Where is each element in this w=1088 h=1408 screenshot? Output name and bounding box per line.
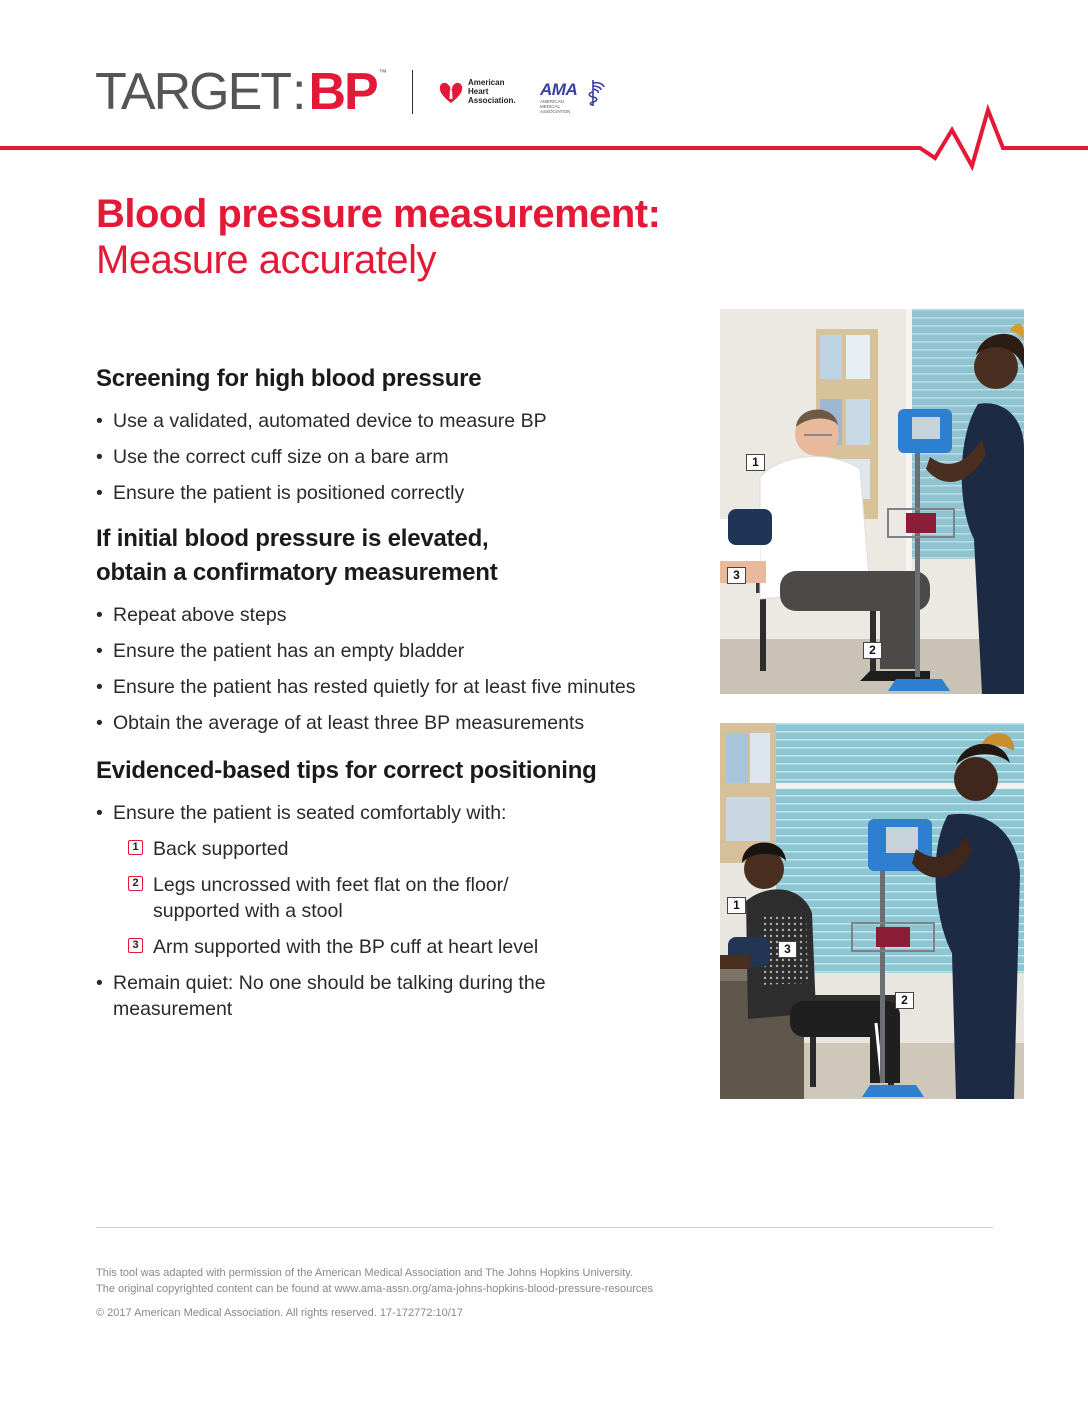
- number-badge: 2: [128, 876, 143, 891]
- brand-prefix: TARGET: [95, 63, 291, 121]
- aha-line: Heart: [468, 87, 489, 96]
- list-item: [96, 444, 696, 470]
- list-item: [96, 602, 696, 628]
- numbered-item: [96, 836, 696, 862]
- list-item-text: measurement: [113, 998, 233, 1020]
- bullet-dot: •: [96, 482, 103, 504]
- bullet-dot: •: [96, 604, 103, 626]
- photo-callout-badge: 1: [727, 897, 746, 914]
- section-heading: Evidenced-based tips for correct positioning: [96, 757, 597, 784]
- ecg-header-rule: [0, 100, 1088, 180]
- list-item-text: Ensure the patient has an empty bladder: [113, 640, 465, 662]
- aha-line: Association.: [468, 96, 516, 105]
- list-item-text: Ensure the patient is positioned correctly: [113, 482, 465, 504]
- number-badge: 1: [128, 840, 143, 855]
- list-item: [96, 674, 696, 700]
- numbered-item-text: Legs uncrossed with feet flat on the floor/: [153, 874, 509, 896]
- footer-source: The original copyrighted content can be found at www.ama-assn.org/ama-johns-hopkins-blood-pressure-resources: [96, 1283, 654, 1295]
- photo-male-patient: [720, 309, 1024, 694]
- footer-divider: [96, 1227, 993, 1228]
- bullet-list: [96, 408, 696, 506]
- main-content: [96, 362, 696, 1032]
- list-item-text: Use a validated, automated device to measure BP: [113, 410, 547, 432]
- section-heading: [96, 522, 696, 590]
- section-heading-line: If initial blood pressure is elevated,: [96, 525, 489, 552]
- brand-colon: :: [292, 63, 307, 121]
- bullet-list: [96, 800, 696, 826]
- photo-callout-badge: 3: [727, 567, 746, 584]
- page-subtitle: Measure accurately: [96, 238, 437, 282]
- bullet-list: [96, 602, 696, 736]
- photo-callout-badge: 3: [778, 941, 797, 958]
- numbered-item-text: supported with a stool: [153, 900, 343, 922]
- bullet-list: [96, 970, 696, 1022]
- section-screening: [96, 362, 696, 506]
- footer-attribution: This tool was adapted with permission of the American Medical Association and The Johns Hopkins University.: [96, 1267, 634, 1279]
- ama-sub-line: ASSOCIATION: [540, 109, 571, 114]
- list-item: [96, 480, 696, 506]
- list-item: [96, 800, 696, 826]
- list-item: [96, 638, 696, 664]
- bullet-dot: •: [96, 676, 103, 698]
- bullet-dot: •: [96, 972, 103, 994]
- photo-female-patient: [720, 723, 1024, 1099]
- photo-callout-badge: 2: [863, 642, 882, 659]
- list-item: [96, 408, 696, 434]
- list-item-text: Ensure the patient has rested quietly for at least five minutes: [113, 676, 636, 698]
- bullet-dot: •: [96, 446, 103, 468]
- list-item-text: Obtain the average of at least three BP measurements: [113, 712, 585, 734]
- number-badge: 3: [128, 938, 143, 953]
- bullet-dot: •: [96, 410, 103, 432]
- numbered-list: [96, 836, 696, 960]
- ama-wordmark: AMA: [540, 80, 578, 99]
- photo-illustration: [720, 309, 1024, 694]
- list-item: [96, 710, 696, 736]
- section-positioning: [96, 754, 696, 1022]
- photo-callout-badge: 2: [895, 992, 914, 1009]
- footer: [96, 1265, 653, 1321]
- list-item-text: Use the correct cuff size on a bare arm: [113, 446, 449, 468]
- ama-sub-line: AMERICAN MEDICAL: [540, 99, 564, 109]
- photo-callout-badge: 1: [746, 454, 765, 471]
- numbered-item-text: Back supported: [153, 838, 289, 860]
- section-heading-line: obtain a confirmatory measurement: [96, 559, 498, 586]
- bullet-dot: •: [96, 802, 103, 824]
- bullet-dot: •: [96, 712, 103, 734]
- list-item: [96, 970, 696, 1022]
- numbered-item: [96, 872, 696, 924]
- footer-copyright: © 2017 American Medical Association. All rights reserved. 17-172772:10/17: [96, 1307, 464, 1319]
- list-item-text: Repeat above steps: [113, 604, 287, 626]
- list-item-text: Ensure the patient is seated comfortably with:: [113, 802, 507, 824]
- brand-suffix: BP: [308, 63, 377, 121]
- list-item-text: Remain quiet: No one should be talking during the: [113, 972, 546, 994]
- section-confirmatory: [96, 522, 696, 736]
- brand-trademark: ™: [378, 68, 387, 77]
- aha-line: American: [468, 78, 505, 87]
- page-title: Blood pressure measurement:: [96, 192, 661, 236]
- bullet-dot: •: [96, 640, 103, 662]
- numbered-item-text: Arm supported with the BP cuff at heart level: [153, 936, 539, 958]
- numbered-item: [96, 934, 696, 960]
- photo-illustration: [720, 723, 1024, 1099]
- section-heading: Screening for high blood pressure: [96, 365, 482, 392]
